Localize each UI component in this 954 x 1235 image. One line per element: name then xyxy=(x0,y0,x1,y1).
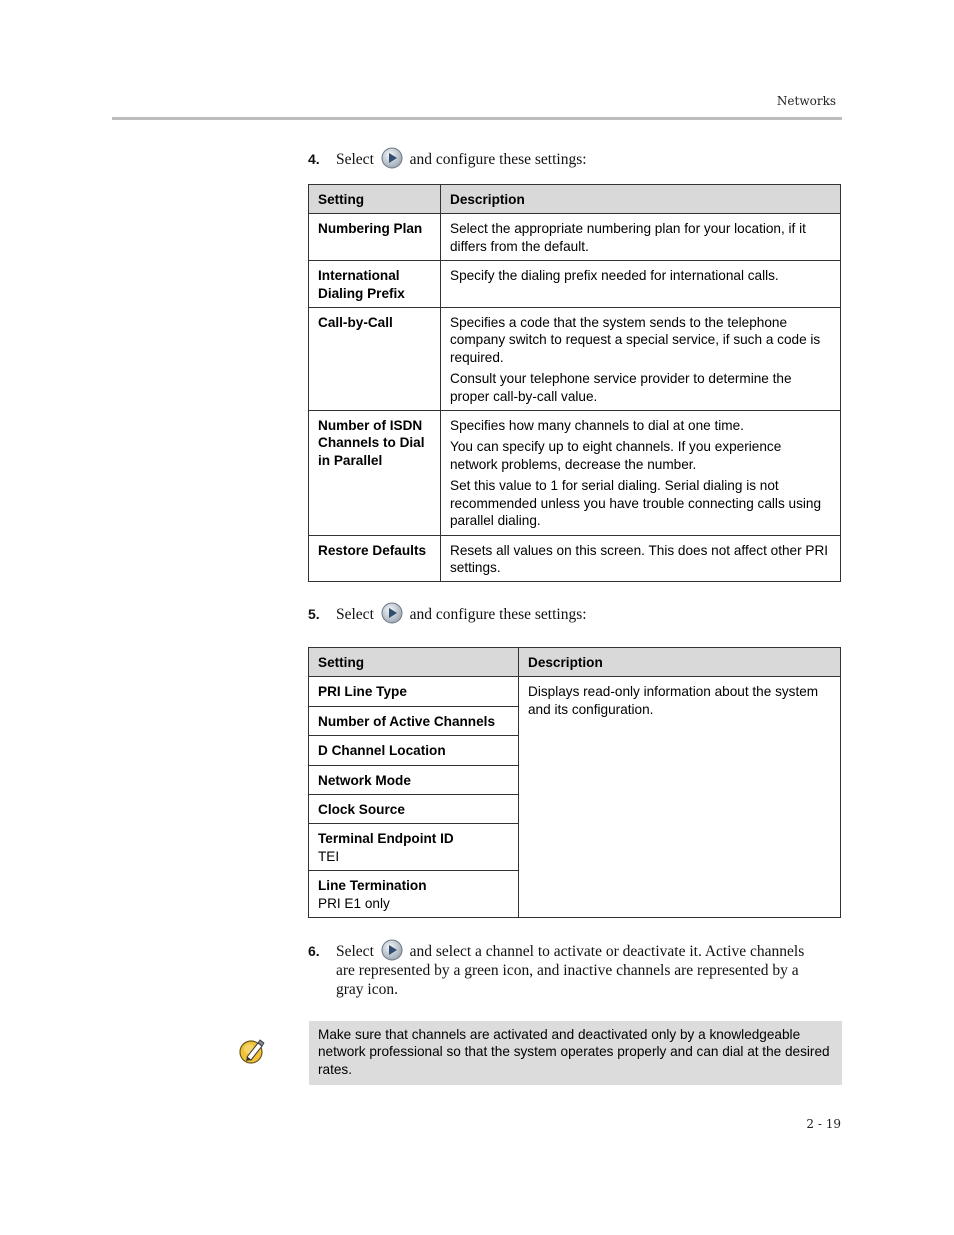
setting-name: Numbering Plan xyxy=(309,214,441,261)
setting-name: Line Termination xyxy=(318,878,427,894)
step-text xyxy=(336,150,806,169)
step-text-prefix: Select xyxy=(336,606,374,623)
play-arrow-icon xyxy=(381,602,403,624)
play-arrow-icon xyxy=(381,147,403,169)
settings-table-1 xyxy=(308,184,841,582)
note-pen-icon xyxy=(238,1035,268,1065)
column-header-setting: Setting xyxy=(309,185,441,214)
setting-cell xyxy=(309,824,519,871)
page-number: 2 - 19 xyxy=(806,1117,841,1131)
step-text-suffix: and configure these settings: xyxy=(409,151,587,168)
setting-description xyxy=(441,308,841,411)
setting-name: Clock Source xyxy=(309,795,519,824)
description-paragraph: Set this value to 1 for serial dialing. Serial dialing is not recommended unless you have trouble connecting calls using parallel dialing. xyxy=(450,478,822,529)
setting-description xyxy=(441,535,841,582)
step-number: 5. xyxy=(308,606,320,622)
table-header-row xyxy=(309,648,841,677)
shared-description: Displays read-only information about the system and its configuration. xyxy=(519,677,841,918)
table-row xyxy=(309,214,841,261)
header-divider xyxy=(112,117,842,120)
settings-table-2 xyxy=(308,647,841,918)
setting-subtext: PRI E1 only xyxy=(318,895,390,911)
setting-name: D Channel Location xyxy=(309,736,519,765)
description-paragraph: Resets all values on this screen. This does not affect other PRI settings. xyxy=(450,542,829,575)
setting-subtext: TEI xyxy=(318,848,340,864)
column-header-description: Description xyxy=(441,185,841,214)
step-text-prefix: Select xyxy=(336,943,374,960)
description-paragraph: You can specify up to eight channels. If you experience network problems, decrease the number. xyxy=(450,439,782,472)
setting-description xyxy=(441,411,841,535)
setting-name: Terminal Endpoint ID xyxy=(318,831,454,847)
setting-name: Call-by-Call xyxy=(309,308,441,411)
description-paragraph: Specifies a code that the system sends to the telephone company switch to request a special service, if such a code is required. xyxy=(450,315,821,365)
table-header-row xyxy=(309,185,841,214)
table-row xyxy=(309,261,841,308)
step-number: 6. xyxy=(308,943,320,959)
step-text-suffix: and select a channel to activate or deactivate it. Active channels are represented by a green icon, and inactive channels are represented by a gray icon. xyxy=(336,943,805,999)
description-paragraph: Specify the dialing prefix needed for international calls. xyxy=(450,268,779,284)
setting-name: Number of ISDN Channels to Dial in Parallel xyxy=(309,411,441,535)
step-number: 4. xyxy=(308,151,320,167)
description-paragraph: Select the appropriate numbering plan for your location, if it differs from the default. xyxy=(450,221,806,254)
setting-description xyxy=(441,214,841,261)
column-header-setting: Setting xyxy=(309,648,519,677)
table-row xyxy=(309,535,841,582)
step-text xyxy=(336,605,806,624)
description-paragraph: Specifies how many channels to dial at one time. xyxy=(450,418,744,434)
description-paragraph: Consult your telephone service provider to determine the proper call-by-call value. xyxy=(450,371,792,404)
play-arrow-icon xyxy=(381,939,403,961)
setting-cell xyxy=(309,871,519,918)
table-row xyxy=(309,308,841,411)
step-text-prefix: Select xyxy=(336,151,374,168)
setting-name: PRI Line Type xyxy=(309,677,519,706)
table-row xyxy=(309,677,841,706)
note-box: Make sure that channels are activated and deactivated only by a knowledgeable network professional so that the system operates properly and can dial at the desired rates. xyxy=(309,1021,842,1085)
page-header-title: Networks xyxy=(776,94,836,108)
setting-name: International Dialing Prefix xyxy=(309,261,441,308)
table-row xyxy=(309,411,841,535)
setting-description xyxy=(441,261,841,308)
setting-name: Number of Active Channels xyxy=(309,706,519,735)
step-text-suffix: and configure these settings: xyxy=(409,606,587,623)
setting-name: Restore Defaults xyxy=(309,535,441,582)
step-text xyxy=(336,942,806,999)
setting-name: Network Mode xyxy=(309,765,519,794)
column-header-description: Description xyxy=(519,648,841,677)
